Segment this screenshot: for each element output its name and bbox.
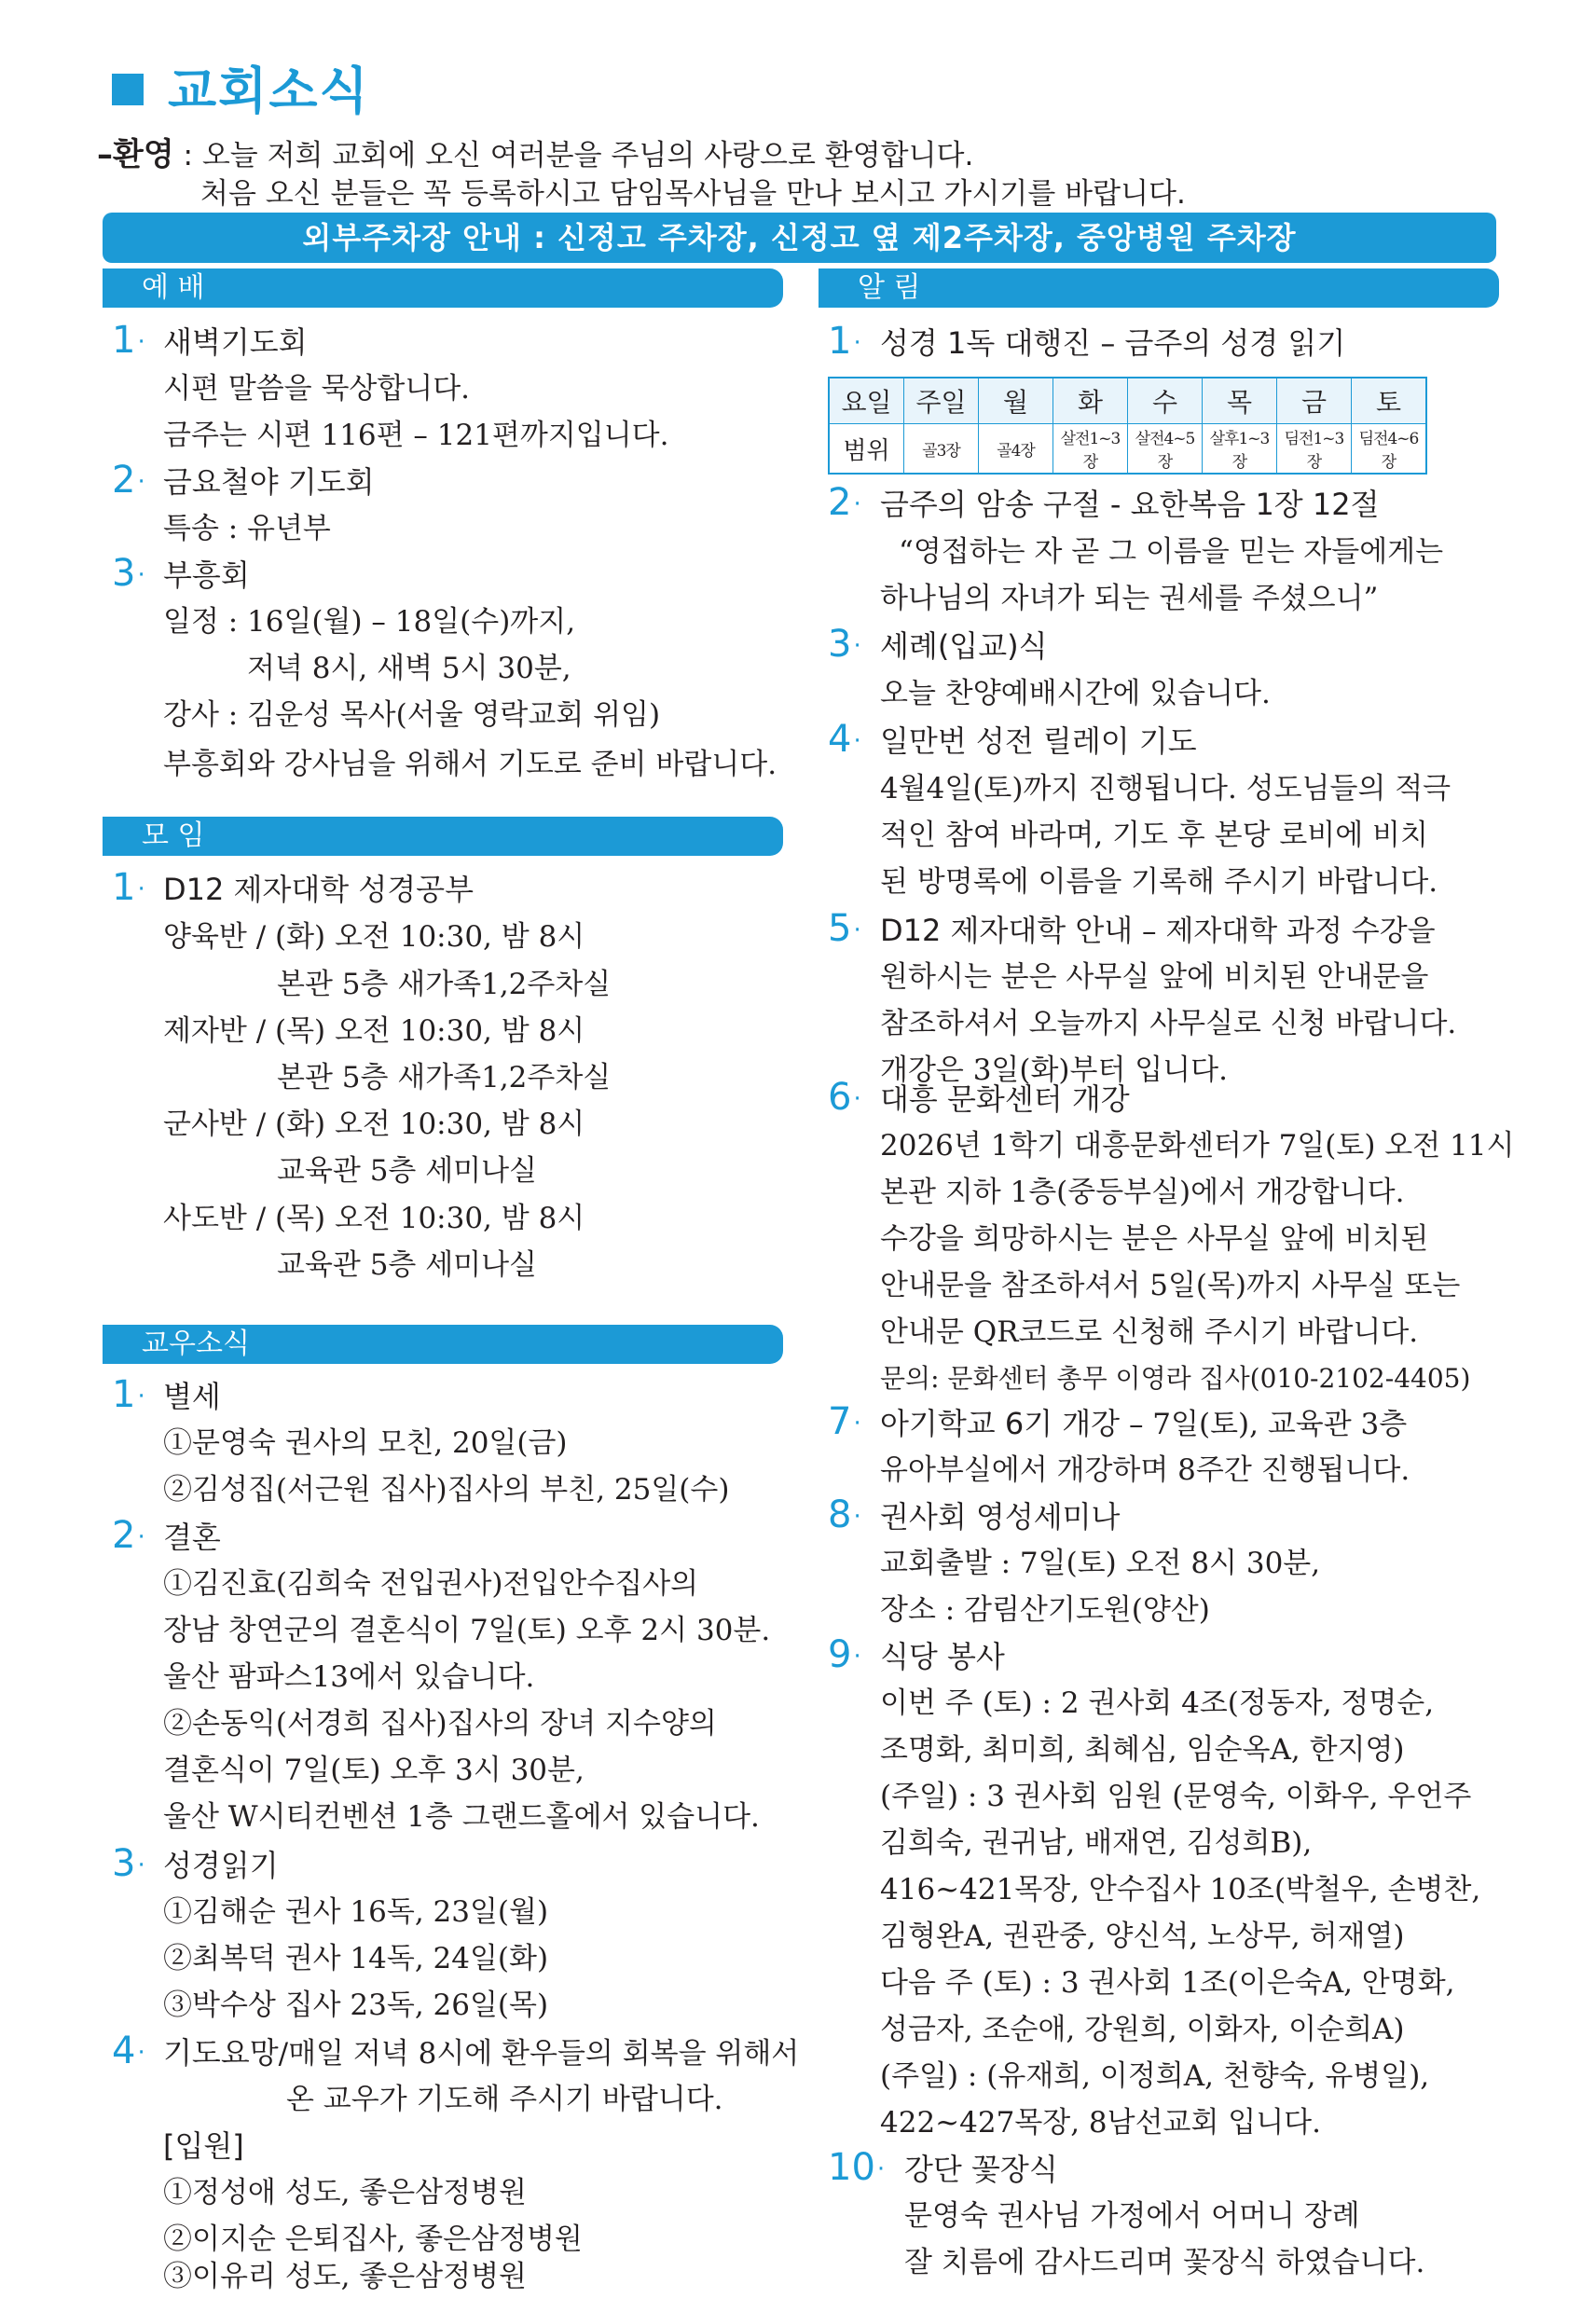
parking-banner: 외부주차장 안내 : 신정고 주차장, 신정고 옆 제2주차장, 중앙병원 주차장 <box>103 213 1496 263</box>
members-line: ②김성집(서근원 집사)집사의 부친, 25일(수) <box>163 1473 730 1507</box>
notices-number-8: 8· <box>828 1493 861 1536</box>
table-range: 살전1~3장 <box>1053 424 1128 475</box>
members-number-4: 4· <box>112 2030 145 2072</box>
worship-line: 강사 : 김운성 목사(서울 영락교회 위임) <box>163 698 661 732</box>
notices-line: 적인 참여 바라며, 기도 후 본당 로비에 비치 <box>880 819 1428 852</box>
table-day: 토 <box>1352 378 1427 424</box>
worship-header: 예 배 <box>103 268 783 308</box>
notices-line: 하나님의 자녀가 되는 권세를 주셨으니” <box>880 582 1379 615</box>
notices-line: 안내문 QR코드로 신청해 주시기 바랍니다. <box>880 1315 1419 1349</box>
worship-line: 저녁 8시, 새벽 5시 30분, <box>247 652 571 685</box>
notices-item-title: 강단 꽃장식 <box>904 2152 1058 2187</box>
notices-item-title: 금주의 암송 구절 - 요한복음 1장 12절 <box>880 487 1380 522</box>
members-line: 울산 W시티컨벤션 1층 그랜드홀에서 있습니다. <box>163 1800 760 1834</box>
worship-number-2: 2· <box>112 459 145 502</box>
notices-line: “영접하는 자 곧 그 이름을 믿는 자들에게는 <box>899 535 1444 569</box>
notices-line: (주일) : 3 권사회 임원 (문영숙, 이화우, 우언주 <box>880 1780 1472 1813</box>
members-line: 장남 창연군의 결혼식이 7일(토) 오후 2시 30분. <box>163 1614 771 1647</box>
gathering-line: 사도반 / (목) 오전 10:30, 밤 8시 <box>163 1202 585 1235</box>
notices-number-6: 6· <box>828 1076 861 1119</box>
notices-number-1: 1· <box>828 320 861 363</box>
notices-line: 유아부실에서 개강하며 8주간 진행됩니다. <box>880 1453 1410 1487</box>
notices-item-title: 식당 봉사 <box>880 1639 1005 1674</box>
gathering-line: 교육관 5층 세미나실 <box>277 1154 537 1188</box>
welcome-line-1 <box>97 129 973 174</box>
notices-line: 수강을 희망하시는 분은 사무실 앞에 비치된 <box>880 1222 1429 1256</box>
notices-line: 원하시는 분은 사무실 앞에 비치된 안내문을 <box>880 960 1429 994</box>
notices-item-title: 성경 1독 대행진 – 금주의 성경 읽기 <box>880 325 1346 361</box>
members-line: 온 교우가 기도해 주시기 바랍니다. <box>286 2083 723 2116</box>
members-line: 울산 팜파스13에서 있습니다. <box>163 1660 535 1694</box>
notices-number-10: 10· <box>828 2146 886 2189</box>
members-item-title: 별세 <box>163 1379 221 1414</box>
worship-line: 일정 : 16일(월) – 18일(수)까지, <box>163 605 576 639</box>
table-range: 딤전4~6장 <box>1352 424 1427 475</box>
worship-item-title: 새벽기도회 <box>163 324 308 360</box>
table-range: 살후1~3장 <box>1203 424 1277 475</box>
members-line: ②손동익(서경희 집사)집사의 장녀 지수양의 <box>163 1707 717 1741</box>
worship-item-title: 부흥회 <box>163 557 250 593</box>
members-line: ①문영숙 권사의 모친, 20일(금) <box>163 1426 568 1460</box>
notices-number-7: 7· <box>828 1400 861 1443</box>
members-number-1: 1· <box>112 1373 145 1416</box>
members-item-title: 결혼 <box>163 1520 221 1555</box>
notices-line: 김형완A, 권관중, 양신석, 노상무, 허재열) <box>880 1920 1405 1953</box>
notices-line: 개강은 3일(화)부터 입니다. <box>880 1053 1228 1087</box>
notices-number-2: 2· <box>828 481 861 524</box>
members-line: ①정성애 성도, 좋은삼정병원 <box>163 2176 527 2209</box>
worship-item-title: 금요철야 기도회 <box>163 464 375 500</box>
notices-line: 교회출발 : 7일(토) 오전 8시 30분, <box>880 1547 1321 1580</box>
worship-line: 부흥회와 강사님을 위해서 기도로 준비 바랍니다. <box>163 748 777 781</box>
members-item-title-line: 기도요망/매일 저녁 8시에 환우들의 회복을 위해서 <box>163 2035 800 2071</box>
members-number-3: 3· <box>112 1842 145 1885</box>
notices-line: 2026년 1학기 대흥문화센터가 7일(토) 오전 11시 <box>880 1129 1515 1163</box>
table-day: 목 <box>1203 378 1277 424</box>
worship-number-1: 1· <box>112 319 145 362</box>
worship-number-3: 3· <box>112 552 145 595</box>
members-number-2: 2· <box>112 1514 145 1557</box>
table-range-header: 범위 <box>829 424 904 475</box>
table-day: 화 <box>1053 378 1128 424</box>
members-line: ③박수상 집사 23독, 26일(목) <box>163 1989 549 2022</box>
bible-reading-table <box>828 377 1427 475</box>
members-header: 교우소식 <box>103 1325 783 1364</box>
notices-line: 다음 주 (토) : 3 권사회 1조(이은숙A, 안명화, <box>880 1966 1455 2000</box>
members-line: ②최복덕 권사 14독, 24일(화) <box>163 1942 549 1975</box>
notices-line: 김희숙, 권귀남, 배재연, 김성희B), <box>880 1826 1313 1860</box>
table-range: 살전4~5장 <box>1128 424 1203 475</box>
notices-line: 4월4일(토)까지 진행됩니다. 성도님들의 적극 <box>880 772 1452 805</box>
table-day: 월 <box>979 378 1053 424</box>
table-day: 주일 <box>904 378 979 424</box>
members-line: ②이지순 은퇴집사, 좋은삼정병원 <box>163 2223 583 2256</box>
notices-item-title: 대흥 문화센터 개강 <box>880 1081 1130 1117</box>
notices-line: 422~427목장, 8남선교회 입니다. <box>880 2106 1321 2140</box>
worship-line: 시편 말씀을 묵상합니다. <box>163 372 471 406</box>
gathering-line: 본관 5층 새가족1,2주차실 <box>277 1061 612 1094</box>
gathering-line: 군사반 / (화) 오전 10:30, 밤 8시 <box>163 1108 585 1141</box>
notices-number-4: 4· <box>828 718 861 761</box>
table-day: 수 <box>1128 378 1203 424</box>
notices-number-9: 9· <box>828 1633 861 1676</box>
worship-line: 금주는 시편 116편 – 121편까지입니다. <box>163 419 669 452</box>
table-day: 금 <box>1277 378 1352 424</box>
notices-line: 조명화, 최미희, 최혜심, 임순옥A, 한지영) <box>880 1733 1405 1767</box>
gathering-line: 교육관 5층 세미나실 <box>277 1248 537 1282</box>
notices-number-5: 5· <box>828 907 861 950</box>
notices-line: 이번 주 (토) : 2 권사회 4조(정동자, 정명순, <box>880 1686 1435 1720</box>
notices-line: 416~421목장, 안수집사 10조(박철우, 손병찬, <box>880 1873 1481 1906</box>
notices-line: 된 방명록에 이름을 기록해 주시기 바랍니다. <box>880 865 1438 899</box>
members-item-title: 성경읽기 <box>163 1848 279 1883</box>
welcome-lead: –환영 <box>97 136 174 173</box>
notices-item-title: 세례(입교)식 <box>880 628 1048 664</box>
notices-line: 참조하셔서 오늘까지 사무실로 신청 바랍니다. <box>880 1007 1457 1040</box>
members-line: ③이유리 성도, 좋은삼정병원 <box>163 2260 527 2293</box>
title-square-icon <box>112 74 144 105</box>
gathering-item-title: D12 제자대학 성경공부 <box>163 872 474 907</box>
gathering-number-1: 1· <box>112 866 145 909</box>
notices-line: 오늘 찬양예배시간에 있습니다. <box>880 677 1271 710</box>
members-line: [입원] <box>163 2128 244 2164</box>
notices-line: 문영숙 권사님 가정에서 어머니 장례 <box>904 2199 1360 2233</box>
title-text: 교회소식 <box>168 61 370 120</box>
welcome-line-2: 처음 오신 분들은 꼭 등록하시고 담임목사님을 만나 보시고 가시기를 바랍니다. <box>200 177 1186 211</box>
gathering-line: 제자반 / (목) 오전 10:30, 밤 8시 <box>163 1014 585 1048</box>
notices-item-title-line: 아기학교 6기 개강 – 7일(토), 교육관 3층 <box>880 1406 1408 1441</box>
notices-line: 본관 지하 1층(중등부실)에서 개강합니다. <box>880 1176 1405 1209</box>
members-line: ①김해순 권사 16독, 23일(월) <box>163 1895 549 1929</box>
notices-line: (주일) : (유재희, 이정희A, 천향숙, 유병일), <box>880 2059 1430 2093</box>
table-day-header: 요일 <box>829 378 904 424</box>
page-title <box>112 54 370 119</box>
members-line: 결혼식이 7일(토) 오후 3시 30분, <box>163 1754 585 1787</box>
table-range: 골4장 <box>979 424 1053 475</box>
gathering-header: 모 임 <box>103 817 783 856</box>
members-line: ①김진효(김희숙 전입권사)전입안수집사의 <box>163 1567 699 1601</box>
gathering-line: 양육반 / (화) 오전 10:30, 밤 8시 <box>163 920 585 954</box>
notices-line: 장소 : 감림산기도원(양산) <box>880 1593 1210 1627</box>
table-range: 골3장 <box>904 424 979 475</box>
notices-line: 안내문을 참조하셔서 5일(목)까지 사무실 또는 <box>880 1269 1461 1302</box>
gathering-line: 본관 5층 새가족1,2주차실 <box>277 968 612 1001</box>
notices-item-title: 일만번 성전 릴레이 기도 <box>880 723 1197 759</box>
notices-header: 알 림 <box>819 268 1499 308</box>
notices-item-title: 권사회 영성세미나 <box>880 1499 1121 1534</box>
welcome-text: : 오늘 저희 교회에 오신 여러분을 주님의 사랑으로 환영합니다. <box>173 139 974 172</box>
notices-line: 문의: 문화센터 총무 이영라 집사(010-2102-4405) <box>880 1363 1471 1394</box>
notices-line: 성금자, 조순애, 강원희, 이화자, 이순희A) <box>880 2013 1405 2046</box>
worship-line: 특송 : 유년부 <box>163 512 331 545</box>
notices-number-3: 3· <box>828 623 861 666</box>
notices-line: 잘 치름에 감사드리며 꽃장식 하였습니다. <box>904 2246 1425 2279</box>
notices-item-title-line: D12 제자대학 안내 – 제자대학 과정 수강을 <box>880 913 1436 948</box>
table-range: 딤전1~3장 <box>1277 424 1352 475</box>
